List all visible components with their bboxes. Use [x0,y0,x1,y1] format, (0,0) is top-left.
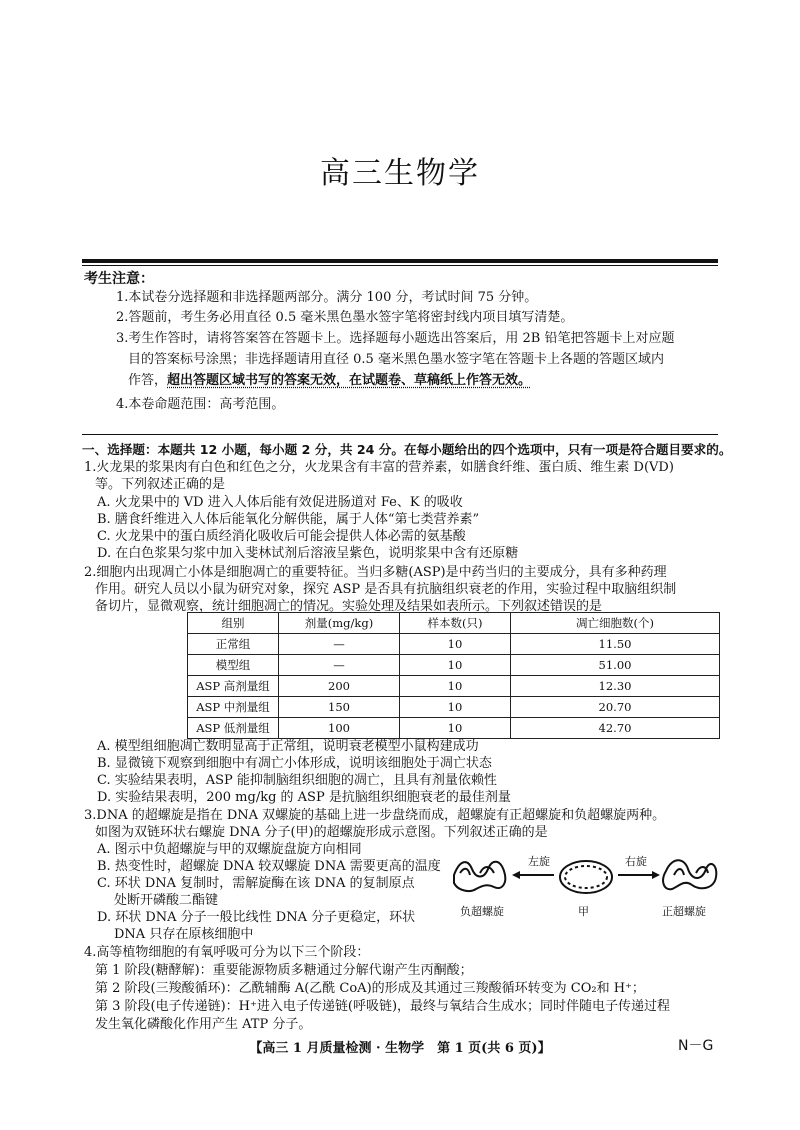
q3-option-b: B. 热变性时，超螺旋 DNA 较双螺旋 DNA 需要更高的温度 [97,859,441,874]
table-header: 凋亡细胞数(个) [511,613,720,634]
q3-option-d-cont: DNA 只存在原核细胞中 [114,927,254,942]
table-cell: 10 [400,634,511,655]
paper-code: N－G [678,1038,714,1054]
table-cell: ASP 高剂量组 [188,676,279,697]
negative-supercoil-label: 负超螺旋 [460,905,504,918]
notice-rule [82,434,718,435]
table-cell: 12.30 [511,676,720,697]
notice-item: 4.本卷命题范围：高考范围。 [116,397,285,412]
q2-option-d: D. 实验结果表明，200 mg/kg 的 ASP 是抗脑组织细胞衰老的最佳剂量 [97,790,511,805]
positive-supercoil-figure [663,860,716,889]
table-row [188,655,720,676]
q1-option-a: A. 火龙果中的 VD 进入人体后能有效促进肠道对 Fe、K 的吸收 [97,495,463,510]
q2-option-b: B. 显微镜下观察到细胞中有凋亡小体形成，说明该细胞处于凋亡状态 [97,756,492,771]
q4-line: 第 2 阶段(三羧酸循环)：乙酰辅酶 A(乙酰 CoA)的形成及其通过三羧酸循环转变为 CO₂和 H⁺； [95,981,645,996]
table-cell: 模型组 [188,655,279,676]
q4-line: 发生氧化磷酸化作用产生 ATP 分子。 [95,1017,312,1032]
table-row [188,634,720,655]
notice-item: 3.考生作答时，请将答案答在答题卡上。选择题每小题选出答案后，用 2B 铅笔把答题卡上对应题 [116,331,675,346]
jia-dna-figure [560,861,612,893]
table-cell: — [279,655,400,676]
table-row [188,676,720,697]
q1-option-d: D. 在白色浆果匀浆中加入斐林试剂后溶液呈紫色，说明浆果中含有还原糖 [97,546,519,561]
notice-item-text: 作答， [128,373,168,388]
table-cell: 51.00 [511,655,720,676]
table-header: 样本数(只) [400,613,511,634]
table-header: 剂量(mg/kg) [279,613,400,634]
table-cell: 11.50 [511,634,720,655]
notice-item: 1.本试卷分选择题和非选择题两部分。满分 100 分，考试时间 75 分钟。 [116,290,538,305]
jia-label: 甲 [578,905,589,918]
notice-emphasis: 超出答题区域书写的答案无效，在试题卷、草稿纸上作答无效。 [167,373,532,388]
table-cell: ASP 中剂量组 [188,697,279,718]
q3-option-c-cont: 处断开磷酸二酯键 [114,893,219,908]
table-cell: 正常组 [188,634,279,655]
q1-stem: 等。下列叙述正确的是 [95,477,226,492]
table-cell: 100 [279,718,400,739]
table-cell: — [279,634,400,655]
q3-option-d: D. 环状 DNA 分子一般比线性 DNA 分子更稳定，环状 [97,910,416,925]
notice-heading: 考生注意： [84,271,154,287]
q2-stem: 备切片，显微观察，统计细胞凋亡的情况。实验处理及结果如表所示。下列叙述错误的是 [95,599,603,614]
notice-item [128,372,531,389]
table-cell: 200 [279,676,400,697]
positive-supercoil-label: 正超螺旋 [662,905,706,918]
table-cell: 150 [279,697,400,718]
q3-option-a: A. 图示中负超螺旋与甲的双螺旋盘旋方向相同 [97,842,362,857]
q3-stem: 如图为双链环状右螺旋 DNA 分子(甲)的超螺旋形成示意图。下列叙述正确的是 [95,825,548,840]
results-table [187,612,720,739]
q4-line: 第 3 阶段(电子传递链)：H⁺进入电子传递链(呼吸链)，最终与氧结合生成水；同时伴随电子传递过程 [95,999,671,1014]
q3-stem: 3.DNA 的超螺旋是指在 DNA 双螺旋的基础上进一步盘绕而成，超螺旋有正超螺旋和负超螺旋两种。 [84,808,666,823]
header-rule [82,259,718,263]
q4-line: 第 1 阶段(糖酵解)：重要能源物质多糖通过分解代谢产生丙酮酸； [95,963,473,978]
q2-option-a: A. 模型组细胞凋亡数明显高于正常组，说明衰老模型小鼠构建成功 [97,739,479,754]
table-cell: ASP 低剂量组 [188,718,279,739]
q1-stem: 1.火龙果的浆果肉有白色和红色之分，火龙果含有丰富的营养素，如膳食纤维、蛋白质、维生素 D(VD) [84,460,674,475]
supercoil-diagram [450,853,720,921]
q1-option-c: C. 火龙果中的蛋白质经消化吸收后可能会提供人体必需的氨基酸 [97,529,466,544]
notice-item: 2.答题前，考生务必用直径 0.5 毫米黑色墨水签字笔将密封线内项目填写清楚。 [116,310,574,325]
page-title: 高三生物学 [320,156,480,191]
section-heading: 一、选择题：本题共 12 小题，每小题 2 分，共 24 分。在每小题给出的四个选项中，只有一项是符合题目要求的。 [82,442,732,457]
q2-stem: 作用。研究人员以小鼠为研究对象，探究 ASP 是否具有抗脑组织衰老的作用，实验过程中取脑组织制 [95,582,677,597]
q4-stem: 4.高等植物细胞的有氧呼吸可分为以下三个阶段： [84,945,370,960]
q1-option-b: B. 膳食纤维进入人体后能氧化分解供能，属于人体“第七类营养素” [97,512,480,527]
table-header-row [188,613,720,634]
q2-stem: 2.细胞内出现凋亡小体是细胞凋亡的重要特征。当归多糖(ASP)是中药当归的主要成分，具有多种药理 [84,565,667,580]
table-row [188,718,720,739]
table-cell: 10 [400,655,511,676]
table-cell: 42.70 [511,718,720,739]
header-rule-thin [82,265,718,266]
table-cell: 10 [400,676,511,697]
q3-option-c: C. 环状 DNA 复制时，需解旋酶在该 DNA 的复制原点 [97,876,415,891]
table-cell: 10 [400,718,511,739]
page-footer: 【高三 1 月质量检测 · 生物学 第 1 页(共 6 页)】 [249,1041,551,1056]
table-cell: 10 [400,697,511,718]
table-header: 组别 [188,613,279,634]
table-cell: 20.70 [511,697,720,718]
table-row [188,697,720,718]
left-arrow-label: 左旋 [528,855,550,868]
right-arrow-label: 右旋 [625,855,647,868]
notice-item: 目的答案标号涂黑；非选择题请用直径 0.5 毫米黑色墨水签字笔在答题卡上各题的答题区域内 [128,352,664,367]
negative-supercoil-figure [454,862,505,891]
q2-option-c: C. 实验结果表明，ASP 能抑制脑组织细胞的凋亡，且具有剂量依赖性 [97,773,497,788]
